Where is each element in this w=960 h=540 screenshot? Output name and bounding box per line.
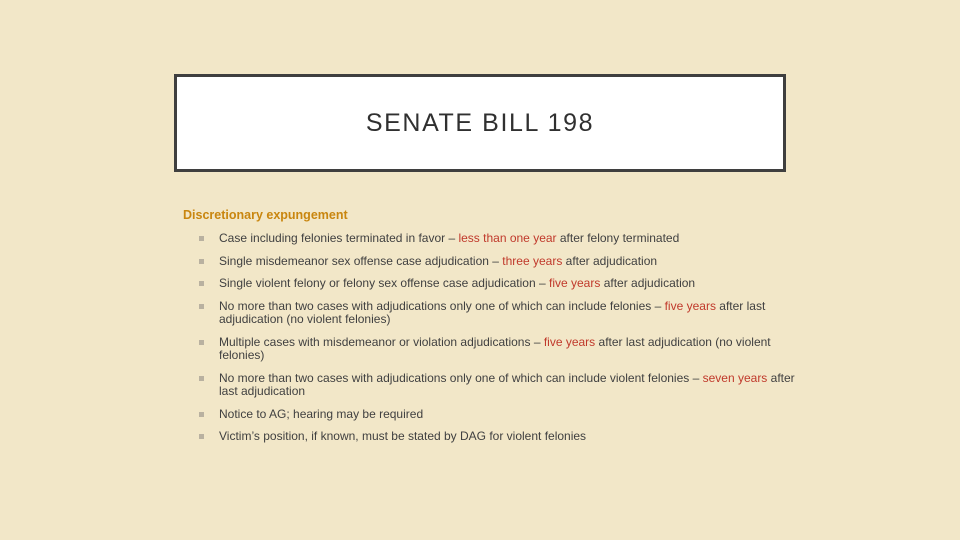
bullet-text-after: after last adjudication: [219, 370, 795, 398]
bullet-item: [199, 277, 799, 291]
bullet-text-after: after adjudication: [600, 276, 696, 290]
bullet-text-before: Notice to AG; hearing may be required: [219, 406, 424, 421]
bullet-text-after: after last adjudication (no violent felonies): [219, 298, 766, 326]
bullet-item: [199, 372, 799, 399]
bullet-highlight: five years: [543, 334, 596, 349]
square-bullet-icon: [199, 236, 204, 241]
bullet-item: [199, 255, 799, 269]
square-bullet-icon: [199, 259, 204, 264]
bullet-item: [199, 232, 799, 246]
bullet-highlight: seven years: [702, 370, 768, 385]
bullet-text-before: Single violent felony or felony sex offense case adjudication –: [219, 276, 549, 290]
bullet-text-before: Case including felonies terminated in favor –: [219, 231, 459, 245]
square-bullet-icon: [199, 412, 204, 417]
bullet-highlight: less than one year: [458, 231, 557, 245]
bullet-text-before: No more than two cases with adjudications only one of which can include felonies –: [219, 298, 665, 313]
bullet-highlight: five years: [549, 276, 601, 290]
bullet-text-after: after felony terminated: [556, 231, 680, 245]
section-heading: Discretionary expungement: [183, 208, 348, 222]
bullet-highlight: five years: [664, 298, 716, 313]
square-bullet-icon: [199, 376, 204, 381]
square-bullet-icon: [199, 281, 204, 286]
square-bullet-icon: [199, 434, 204, 439]
bullet-text-before: Victim’s position, if known, must be stated by DAG for violent felonies: [219, 429, 587, 443]
bullet-item: [199, 336, 799, 363]
bullet-text-before: Multiple cases with misdemeanor or violation adjudications –: [219, 334, 544, 349]
slide-title: SENATE BILL 198: [365, 108, 595, 137]
bullet-item: [199, 430, 799, 444]
square-bullet-icon: [199, 304, 204, 309]
bullet-text-before: No more than two cases with adjudications only one of which can include violent felonies –: [219, 370, 703, 385]
title-box: [174, 74, 786, 172]
bullet-text-after: after adjudication: [562, 253, 658, 268]
bullet-item: [199, 300, 799, 327]
bullet-text-before: Single misdemeanor sex offense case adjudication –: [219, 253, 503, 268]
bullet-text-after: after last adjudication (no violent felonies): [219, 334, 771, 362]
bullet-list: [199, 232, 799, 453]
bullet-item: [199, 408, 799, 422]
bullet-highlight: three years: [502, 253, 563, 268]
square-bullet-icon: [199, 340, 204, 345]
